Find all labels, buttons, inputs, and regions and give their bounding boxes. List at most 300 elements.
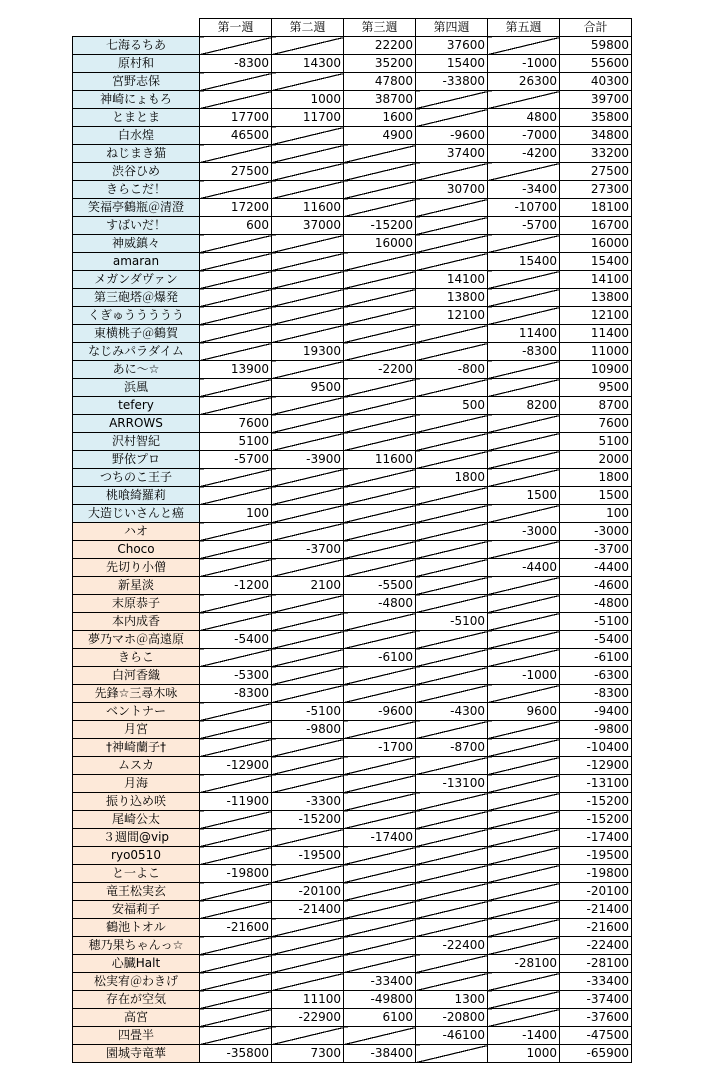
week2-score-cell [272,937,344,955]
week2-score-cell [272,361,344,379]
week5-score-cell [488,973,560,991]
total-score-cell: 5100 [560,433,632,451]
week3-score-cell [344,469,416,487]
week5-score-cell: -8300 [488,343,560,361]
week1-score-cell: -8300 [200,685,272,703]
week1-score-cell: -5400 [200,631,272,649]
table-row [73,865,632,883]
week5-score-cell: 15400 [488,253,560,271]
week3-score-cell [344,901,416,919]
week3-score-cell: -6100 [344,649,416,667]
week4-score-cell: -800 [416,361,488,379]
header-week5: 第五週 [488,19,560,37]
week3-score-cell: 38700 [344,91,416,109]
week5-score-cell: 11400 [488,325,560,343]
total-score-cell: 55600 [560,55,632,73]
week2-score-cell: 37000 [272,217,344,235]
player-name-cell: 渋谷ひめ [73,163,200,181]
week4-score-cell: 30700 [416,181,488,199]
player-name-cell: 神崎にょもろ [73,91,200,109]
week3-score-cell: -5500 [344,577,416,595]
week1-score-cell [200,289,272,307]
week4-score-cell [416,415,488,433]
week5-score-cell [488,361,560,379]
table-row [73,1045,632,1063]
total-score-cell: 18100 [560,199,632,217]
total-score-cell: -21400 [560,901,632,919]
week1-score-cell: 13900 [200,361,272,379]
total-score-cell: -5400 [560,631,632,649]
week1-score-cell [200,721,272,739]
total-score-cell: -3000 [560,523,632,541]
week4-score-cell [416,487,488,505]
week2-score-cell [272,775,344,793]
week2-score-cell [272,37,344,55]
week1-score-cell [200,847,272,865]
week2-score-cell [272,181,344,199]
player-name-cell: きらこだ！ [73,181,200,199]
week4-score-cell: -46100 [416,1027,488,1045]
player-name-cell: メガンダヴァン [73,271,200,289]
week1-score-cell [200,937,272,955]
total-score-cell: 27500 [560,163,632,181]
week5-score-cell [488,901,560,919]
week3-score-cell: -15200 [344,217,416,235]
header-week1: 第一週 [200,19,272,37]
total-score-cell: 8700 [560,397,632,415]
player-name-cell: とまとま [73,109,200,127]
week3-score-cell [344,343,416,361]
week2-score-cell: -3700 [272,541,344,559]
week3-score-cell: 22200 [344,37,416,55]
player-name-cell: 夢乃マホ＠高遠原 [73,631,200,649]
player-name-cell: 先切り小僧 [73,559,200,577]
total-score-cell: 40300 [560,73,632,91]
week4-score-cell: -22400 [416,937,488,955]
week5-score-cell [488,721,560,739]
week4-score-cell: 13800 [416,289,488,307]
player-name-cell: 神威鎮々 [73,235,200,253]
week4-score-cell [416,793,488,811]
table-row [73,739,632,757]
week3-score-cell [344,307,416,325]
week2-score-cell [272,631,344,649]
player-name-cell: ３週間@vip [73,829,200,847]
week4-score-cell: -20800 [416,1009,488,1027]
week2-score-cell [272,595,344,613]
total-score-cell: 13800 [560,289,632,307]
table-row [73,361,632,379]
week5-score-cell [488,37,560,55]
week4-score-cell [416,163,488,181]
week2-score-cell: -5100 [272,703,344,721]
table-body [73,37,632,1063]
player-name-cell: 尾崎公太 [73,811,200,829]
week3-score-cell: -33400 [344,973,416,991]
table-row [73,505,632,523]
week2-score-cell: -9800 [272,721,344,739]
week4-score-cell [416,667,488,685]
table-row [73,253,632,271]
week2-score-cell [272,559,344,577]
week5-score-cell: -1000 [488,667,560,685]
week3-score-cell: -9600 [344,703,416,721]
week3-score-cell [344,757,416,775]
table-row [73,973,632,991]
table-row [73,631,632,649]
week4-score-cell [416,901,488,919]
week1-score-cell [200,343,272,361]
week1-score-cell [200,613,272,631]
table-row [73,91,632,109]
week2-score-cell [272,973,344,991]
week4-score-cell [416,649,488,667]
week5-score-cell [488,847,560,865]
week2-score-cell: 19300 [272,343,344,361]
week2-score-cell [272,307,344,325]
total-score-cell: -22400 [560,937,632,955]
week4-score-cell [416,523,488,541]
week3-score-cell [344,163,416,181]
week2-score-cell: 11600 [272,199,344,217]
table-row [73,73,632,91]
week3-score-cell: 11600 [344,451,416,469]
week1-score-cell [200,541,272,559]
week2-score-cell: -3300 [272,793,344,811]
total-score-cell: -4800 [560,595,632,613]
player-name-cell: amaran [73,253,200,271]
total-score-cell: -33400 [560,973,632,991]
player-name-cell: 四畳半 [73,1027,200,1045]
week3-score-cell [344,523,416,541]
table-row [73,199,632,217]
week4-score-cell [416,199,488,217]
week5-score-cell [488,829,560,847]
player-name-cell: 新星淡 [73,577,200,595]
total-score-cell: -15200 [560,793,632,811]
total-score-cell: 14100 [560,271,632,289]
week5-score-cell [488,649,560,667]
week1-score-cell [200,703,272,721]
player-name-cell: つちのこ王子 [73,469,200,487]
table-row [73,613,632,631]
week5-score-cell: -28100 [488,955,560,973]
week1-score-cell [200,775,272,793]
week3-score-cell [344,685,416,703]
table-row [73,1009,632,1027]
week1-score-cell: -11900 [200,793,272,811]
week3-score-cell [344,631,416,649]
week5-score-cell: -7000 [488,127,560,145]
total-score-cell: 12100 [560,307,632,325]
player-name-cell: 高宮 [73,1009,200,1027]
week3-score-cell [344,775,416,793]
week4-score-cell [416,757,488,775]
week3-score-cell [344,505,416,523]
total-score-cell: 2000 [560,451,632,469]
week5-score-cell [488,865,560,883]
week1-score-cell: -21600 [200,919,272,937]
table-row [73,145,632,163]
player-name-cell: 竜王松実玄 [73,883,200,901]
week2-score-cell: 1000 [272,91,344,109]
table-row [73,757,632,775]
week5-score-cell [488,739,560,757]
table-row [73,235,632,253]
week4-score-cell: 15400 [416,55,488,73]
week1-score-cell: -12900 [200,757,272,775]
player-name-cell: すばいだ！ [73,217,200,235]
table-row [73,1027,632,1045]
week5-score-cell [488,919,560,937]
header-week3: 第三週 [344,19,416,37]
table-row [73,379,632,397]
total-score-cell: -4400 [560,559,632,577]
header-row [73,19,632,37]
week3-score-cell: 1600 [344,109,416,127]
week3-score-cell: 4900 [344,127,416,145]
week3-score-cell: -2200 [344,361,416,379]
week3-score-cell [344,559,416,577]
week1-score-cell [200,595,272,613]
week1-score-cell: -8300 [200,55,272,73]
total-score-cell: -9800 [560,721,632,739]
week5-score-cell: -3000 [488,523,560,541]
week4-score-cell [416,865,488,883]
week3-score-cell [344,865,416,883]
week5-score-cell [488,91,560,109]
week1-score-cell [200,973,272,991]
total-score-cell: -21600 [560,919,632,937]
total-score-cell: -19500 [560,847,632,865]
table-row [73,307,632,325]
week3-score-cell [344,883,416,901]
player-name-cell: tefery [73,397,200,415]
week3-score-cell [344,541,416,559]
week4-score-cell: 1800 [416,469,488,487]
total-score-cell: -6300 [560,667,632,685]
table-row [73,595,632,613]
week1-score-cell: -19800 [200,865,272,883]
table-row [73,181,632,199]
week4-score-cell: 37600 [416,37,488,55]
week2-score-cell [272,505,344,523]
table-row [73,559,632,577]
total-score-cell: -15200 [560,811,632,829]
week2-score-cell [272,523,344,541]
player-name-cell: ムスカ [73,757,200,775]
table-row [73,469,632,487]
week5-score-cell: -5700 [488,217,560,235]
week1-score-cell: 17200 [200,199,272,217]
total-score-cell: 59800 [560,37,632,55]
week3-score-cell: -4800 [344,595,416,613]
total-score-cell: 10900 [560,361,632,379]
week4-score-cell: -13100 [416,775,488,793]
table-row [73,487,632,505]
player-name-cell: 鶴池トオル [73,919,200,937]
week2-score-cell [272,433,344,451]
week2-score-cell: -22900 [272,1009,344,1027]
week4-score-cell [416,919,488,937]
table-row [73,433,632,451]
week1-score-cell [200,145,272,163]
total-score-cell: -37400 [560,991,632,1009]
table-row [73,37,632,55]
table-row [73,289,632,307]
week3-score-cell [344,271,416,289]
total-score-cell: 27300 [560,181,632,199]
table-row [73,721,632,739]
week4-score-cell: -9600 [416,127,488,145]
week5-score-cell: -3400 [488,181,560,199]
week2-score-cell: 14300 [272,55,344,73]
total-score-cell: 9500 [560,379,632,397]
week2-score-cell: -15200 [272,811,344,829]
week5-score-cell: 9600 [488,703,560,721]
table-row [73,325,632,343]
week5-score-cell [488,1009,560,1027]
week4-score-cell [416,217,488,235]
week4-score-cell [416,379,488,397]
week4-score-cell [416,325,488,343]
total-score-cell: -20100 [560,883,632,901]
week3-score-cell [344,253,416,271]
week4-score-cell [416,109,488,127]
week1-score-cell [200,739,272,757]
week4-score-cell [416,631,488,649]
week3-score-cell [344,667,416,685]
week2-score-cell [272,1027,344,1045]
table-row [73,649,632,667]
week4-score-cell [416,973,488,991]
week2-score-cell: 11100 [272,991,344,1009]
week1-score-cell: -35800 [200,1045,272,1063]
table-row [73,343,632,361]
total-score-cell: 15400 [560,253,632,271]
week4-score-cell [416,829,488,847]
player-name-cell: くぎゅううううう [73,307,200,325]
week4-score-cell [416,721,488,739]
table-row [73,919,632,937]
week1-score-cell [200,325,272,343]
total-score-cell: -28100 [560,955,632,973]
player-name-cell: 原村和 [73,55,200,73]
week1-score-cell [200,523,272,541]
total-score-cell: -4600 [560,577,632,595]
week4-score-cell: -33800 [416,73,488,91]
table-row [73,55,632,73]
week1-score-cell [200,487,272,505]
week1-score-cell [200,379,272,397]
week2-score-cell [272,145,344,163]
total-score-cell: 34800 [560,127,632,145]
week1-score-cell: -1200 [200,577,272,595]
week4-score-cell: -8700 [416,739,488,757]
week1-score-cell [200,649,272,667]
player-name-cell: あに～☆ [73,361,200,379]
player-name-cell: ARROWS [73,415,200,433]
player-name-cell: 白河香織 [73,667,200,685]
table-row [73,541,632,559]
table-row [73,901,632,919]
week1-score-cell [200,91,272,109]
table-row [73,937,632,955]
player-name-cell: 振り込め咲 [73,793,200,811]
week5-score-cell: -10700 [488,199,560,217]
table-row [73,667,632,685]
total-score-cell: 11000 [560,343,632,361]
standings-table [72,18,632,1063]
week5-score-cell [488,433,560,451]
week2-score-cell: -20100 [272,883,344,901]
week4-score-cell [416,595,488,613]
week3-score-cell: -17400 [344,829,416,847]
week3-score-cell: -49800 [344,991,416,1009]
player-name-cell: 先鋒☆三尋木咏 [73,685,200,703]
week2-score-cell [272,397,344,415]
week1-score-cell: 100 [200,505,272,523]
week5-score-cell [488,577,560,595]
week3-score-cell: -38400 [344,1045,416,1063]
total-score-cell: -6100 [560,649,632,667]
player-name-cell: 笑福亭鶴瓶＠清澄 [73,199,200,217]
total-score-cell: -12900 [560,757,632,775]
table-row [73,685,632,703]
week5-score-cell: -4200 [488,145,560,163]
week1-score-cell [200,901,272,919]
player-name-cell: 白水煌 [73,127,200,145]
week5-score-cell [488,415,560,433]
table-row [73,577,632,595]
week2-score-cell: -21400 [272,901,344,919]
week4-score-cell [416,577,488,595]
week1-score-cell [200,559,272,577]
week5-score-cell [488,469,560,487]
week5-score-cell [488,991,560,1009]
week1-score-cell [200,37,272,55]
week5-score-cell: -4400 [488,559,560,577]
player-name-cell: 宮野志保 [73,73,200,91]
week2-score-cell [272,127,344,145]
player-name-cell: ハオ [73,523,200,541]
table-row [73,397,632,415]
table-row [73,955,632,973]
week5-score-cell [488,595,560,613]
table-row [73,523,632,541]
total-score-cell: 100 [560,505,632,523]
player-name-cell: 存在が空気 [73,991,200,1009]
week2-score-cell: 7300 [272,1045,344,1063]
week5-score-cell: -1000 [488,55,560,73]
week2-score-cell [272,289,344,307]
week4-score-cell [416,343,488,361]
week5-score-cell [488,505,560,523]
week1-score-cell [200,469,272,487]
week1-score-cell [200,73,272,91]
week2-score-cell [272,73,344,91]
week4-score-cell: 500 [416,397,488,415]
week2-score-cell [272,253,344,271]
week2-score-cell [272,667,344,685]
week5-score-cell [488,451,560,469]
week2-score-cell [272,919,344,937]
player-name-cell: と一よこ [73,865,200,883]
total-score-cell: -13100 [560,775,632,793]
player-name-cell: ryo0510 [73,847,200,865]
total-score-cell: 7600 [560,415,632,433]
week1-score-cell [200,829,272,847]
